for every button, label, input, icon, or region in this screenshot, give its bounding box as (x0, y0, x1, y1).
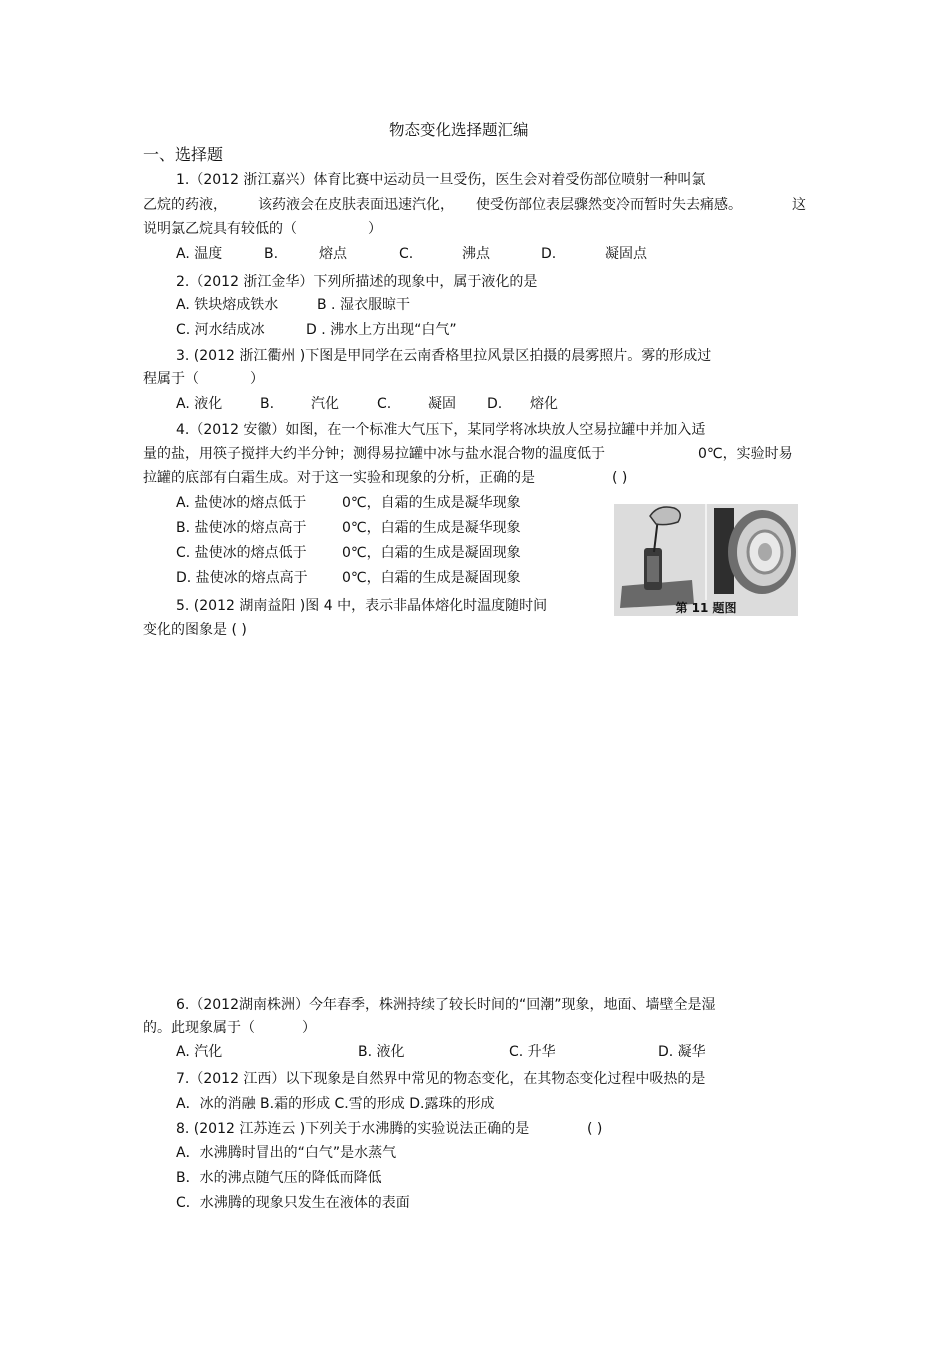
q1-line1: 1.（2012 浙江嘉兴）体育比赛中运动员一旦受伤，医生会对着受伤部位喷射一种叫氯 (176, 172, 706, 188)
q1-line2a: 乙烷的药液， (143, 197, 227, 213)
q3-option-c-letter: C. (377, 396, 392, 412)
q1-line3b: ） (368, 221, 382, 237)
q1-option-d: 凝固点 (605, 246, 647, 262)
q6-line2b: ） (302, 1020, 316, 1036)
q3-line2: 程属于（ (143, 371, 199, 387)
q4-line1: 4.（2012 安徽）如图，在一个标准大气压下，某同学将冰块放人空易拉罐中并加入适 (176, 422, 706, 438)
q3-option-a: A. 液化 (176, 396, 223, 412)
q4-option-b-right: 0℃，白霜的生成是凝华现象 (342, 520, 521, 536)
q8-line1b: ( ) (587, 1121, 603, 1137)
q5-line2: 变化的图象是 ( ) (143, 622, 247, 638)
q7-line1: 7.（2012 江西）以下现象是自然界中常见的物态变化，在其物态变化过程中吸热的是 (176, 1071, 706, 1087)
q1-line2c: 使受伤部位表层骤然变冷而暂时失去痛感。 (476, 197, 742, 213)
q4-line3b: ( ) (612, 470, 628, 486)
q1-option-d-letter: D. (541, 246, 557, 262)
q1-option-b: 熔点 (319, 246, 347, 262)
q6-option-a: A. 汽化 (176, 1044, 223, 1060)
q8-line1: 8. (2012 江苏连云 )下列关于水沸腾的实验说法正确的是 (176, 1121, 530, 1137)
q5-line1: 5. (2012 湖南益阳 )图 4 中，表示非晶体熔化时温度随时间 (176, 598, 548, 614)
q3-option-c: 凝固 (428, 396, 456, 412)
q3-option-d: 熔化 (530, 396, 558, 412)
q4-figure-caption: 第 11 题图 (675, 601, 737, 615)
q6-line2: 的。此现象属于（ (143, 1020, 255, 1036)
q4-figure-drawing (614, 504, 798, 616)
q6-line1: 6.（2012湖南株洲）今年春季，株洲持续了较长时间的“回潮”现象，地面、墙壁全是湿 (176, 997, 716, 1013)
q6-option-c: C. 升华 (509, 1044, 556, 1060)
q4-line3a: 拉罐的底部有白霜生成。对于这一实验和现象的分析，正确的是 (143, 470, 535, 486)
q3-option-b: 汽化 (311, 396, 339, 412)
q4-option-c-left: C. 盐使冰的熔点低于 (176, 545, 307, 561)
q6-option-b: B. 液化 (358, 1044, 405, 1060)
q2-option-d: D . 沸水上方出现“白气” (306, 322, 457, 338)
q4-option-d-left: D. 盐使冰的熔点高于 (176, 570, 308, 586)
q7-options: A．冰的消融 B.霜的形成 C.雪的形成 D.露珠的形成 (176, 1096, 495, 1112)
q2-option-c: C. 河水结成冰 (176, 322, 265, 338)
page-title: 物态变化选择题汇编 (389, 121, 529, 139)
q6-option-d: D. 凝华 (658, 1044, 706, 1060)
q4-option-a-right: 0℃，自霜的生成是凝华现象 (342, 495, 521, 511)
q8-option-a: A．水沸腾时冒出的“白气”是水蒸气 (176, 1145, 397, 1161)
q4-figure (614, 504, 798, 616)
q3-option-b-letter: B. (260, 396, 275, 412)
q1-option-b-letter: B. (264, 246, 279, 262)
q4-option-a-left: A. 盐使冰的熔点低于 (176, 495, 307, 511)
q2-option-a: A. 铁块熔成铁水 (176, 297, 279, 313)
section-heading: 一、选择题 (143, 145, 224, 164)
q1-line2d: 这 (792, 197, 806, 213)
q4-option-c-right: 0℃，白霜的生成是凝固现象 (342, 545, 521, 561)
q1-option-c: 沸点 (462, 246, 490, 262)
q4-option-b-left: B. 盐使冰的熔点高于 (176, 520, 307, 536)
q4-option-d-right: 0℃，白霜的生成是凝固现象 (342, 570, 521, 586)
q4-line2b: 0℃，实验时易 (698, 446, 793, 462)
q1-option-c-letter: C. (399, 246, 414, 262)
q8-option-c: C．水沸腾的现象只发生在液体的表面 (176, 1195, 410, 1211)
q3-option-d-letter: D. (487, 396, 503, 412)
q1-line2b: 该药液会在皮肤表面迅速汽化， (258, 197, 454, 213)
q4-line2a: 量的盐，用筷子搅拌大约半分钟；测得易拉罐中冰与盐水混合物的温度低于 (143, 446, 605, 462)
q3-line1: 3. (2012 浙江衢州 )下图是甲同学在云南香格里拉风景区拍摄的晨雾照片。雾的形成过 (176, 348, 712, 364)
q3-line2b: ） (250, 371, 264, 387)
q1-option-a: A. 温度 (176, 246, 223, 262)
q8-option-b: B．水的沸点随气压的降低而降低 (176, 1170, 382, 1186)
q2-line1: 2.（2012 浙江金华）下列所描述的现象中，属于液化的是 (176, 274, 538, 290)
q2-option-b: B . 湿衣服晾干 (317, 297, 410, 313)
q1-line3: 说明氯乙烷具有较低的（ (143, 221, 297, 237)
